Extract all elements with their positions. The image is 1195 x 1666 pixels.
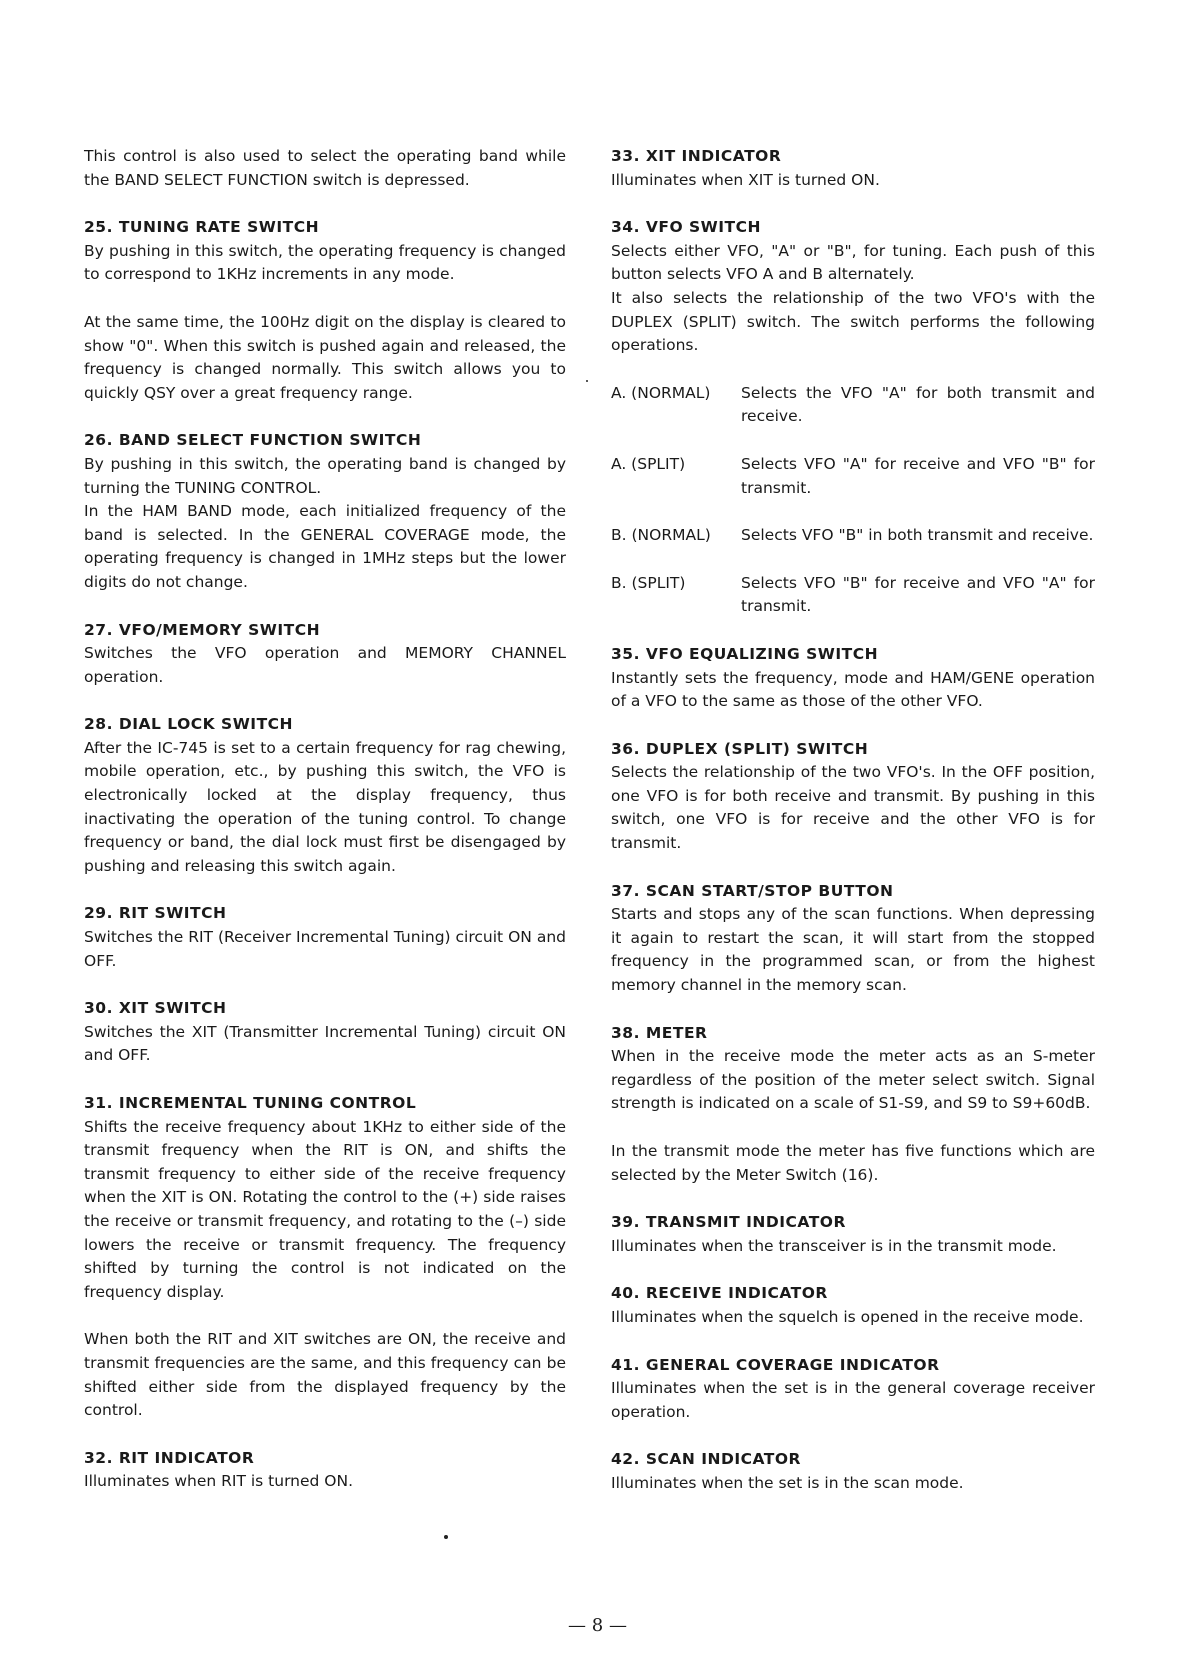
page-number: — 8 — — [568, 1615, 627, 1636]
section-34 — [611, 216, 1095, 358]
section-38 — [611, 1022, 1095, 1188]
section-33 — [611, 145, 1095, 192]
vfo-mode-row — [611, 453, 1095, 500]
section-26-text-1: By pushing in this switch, the operating band is changed by turning the TUNING CONTROL. — [84, 454, 566, 497]
scan-speck — [586, 380, 588, 382]
vfo-mode-list — [611, 382, 1095, 619]
intro-block — [84, 145, 566, 192]
scan-speck — [444, 1535, 448, 1539]
section-25 — [84, 216, 566, 405]
section-30 — [84, 997, 566, 1068]
section-35-text-1: Instantly sets the frequency, mode and HAM/GENE operation of a VFO to the same as those of the other VFO. — [611, 668, 1095, 711]
section-30-text-1: Switches the XIT (Transmitter Incremental Tuning) circuit ON and OFF. — [84, 1022, 566, 1065]
section-31-text-1: Shifts the receive frequency about 1KHz to either side of the transmit frequency when the RIT is ON, and shifts the transmit frequency to either side of the receive frequency when the XIT is ON. Rotating the control to the (+) side raises the receive or transmit frequency, and rotating to the (–) side lowers the receive or transmit frequency. The frequency shifted by turning the control is not indicated on the frequency display. — [84, 1117, 566, 1301]
section-42-title: 42. SCAN INDICATOR — [611, 1450, 801, 1469]
section-36 — [611, 738, 1095, 856]
section-39 — [611, 1211, 1095, 1258]
section-36-title: 36. DUPLEX (SPLIT) SWITCH — [611, 739, 869, 758]
section-38-text-1: When in the receive mode the meter acts as an S-meter regardless of the position of the meter select switch. Signal strength is indicated on a scale of S1-S9, and S9 to S9+60dB. — [611, 1047, 1095, 1113]
vfo-mode-label: A. (SPLIT) — [611, 454, 686, 473]
right-column — [611, 145, 1095, 1520]
section-28 — [84, 713, 566, 878]
section-27 — [84, 619, 566, 690]
vfo-mode-row — [611, 524, 1095, 548]
section-35-title: 35. VFO EQUALIZING SWITCH — [611, 644, 879, 663]
section-34-text-2: It also selects the relationship of the two VFO's with the DUPLEX (SPLIT) switch. The switch performs the following operations. — [611, 288, 1095, 355]
section-30-title: 30. XIT SWITCH — [84, 999, 227, 1018]
section-40-text-1: Illuminates when the squelch is opened in the receive mode. — [611, 1307, 1084, 1326]
section-39-text-1: Illuminates when the transceiver is in the transmit mode. — [611, 1236, 1057, 1255]
vfo-mode-row — [611, 382, 1095, 429]
section-39-title: 39. TRANSMIT INDICATOR — [611, 1213, 846, 1232]
section-40-title: 40. RECEIVE INDICATOR — [611, 1284, 828, 1303]
vfo-mode-text: Selects VFO "B" in both transmit and receive. — [741, 526, 1094, 545]
section-38-text-2: In the transmit mode the meter has five functions which are selected by the Meter Switch (16). — [611, 1142, 1095, 1184]
section-42-text-1: Illuminates when the set is in the scan mode. — [611, 1473, 964, 1492]
section-34-title: 34. VFO SWITCH — [611, 218, 761, 237]
intro-text: This control is also used to select the operating band while the BAND SELECT FUNCTION switch is depressed. — [84, 147, 566, 189]
section-37 — [611, 880, 1095, 998]
section-32-title: 32. RIT INDICATOR — [84, 1448, 255, 1467]
section-35 — [611, 643, 1095, 714]
section-31-title: 31. INCREMENTAL TUNING CONTROL — [84, 1094, 417, 1112]
section-38-title: 38. METER — [611, 1023, 708, 1042]
section-25-title: 25. TUNING RATE SWITCH — [84, 218, 320, 237]
section-28-title: 28. DIAL LOCK SWITCH — [84, 715, 293, 734]
section-26-title: 26. BAND SELECT FUNCTION SWITCH — [84, 431, 422, 450]
section-36-text-1: Selects the relationship of the two VFO's. In the OFF position, one VFO is for both receive and transmit. By pushing in this switch, one VFO is for receive and the other VFO is for transmit. — [611, 763, 1095, 853]
section-34-text-1: Selects either VFO, "A" or "B", for tuning. Each push of this button selects VFO A and B alternately. — [611, 241, 1095, 284]
section-41-title: 41. GENERAL COVERAGE INDICATOR — [611, 1355, 940, 1374]
section-31 — [84, 1092, 566, 1423]
vfo-mode-row — [611, 572, 1095, 619]
section-27-text-1: Switches the VFO operation and MEMORY CHANNEL operation. — [84, 644, 566, 686]
section-42 — [611, 1448, 1095, 1495]
section-32-text-1: Illuminates when RIT is turned ON. — [84, 1472, 354, 1491]
section-28-text-1: After the IC-745 is set to a certain frequency for rag chewing, mobile operation, etc., by pushing this switch, the VFO is electronically locked at the display frequency, thus inactivating the operation of the tuning control. To change frequency or band, the dial lock must first be disengaged by pushing and releasing this switch again. — [84, 738, 566, 875]
section-40 — [611, 1282, 1095, 1329]
section-41-text-1: Illuminates when the set is in the general coverage receiver operation. — [611, 1379, 1095, 1421]
vfo-mode-label: A. (NORMAL) — [611, 383, 711, 402]
vfo-mode-text: Selects VFO "B" for receive and VFO "A" for transmit. — [741, 573, 1095, 616]
section-25-text-1: By pushing in this switch, the operating frequency is changed to correspond to 1KHz increments in any mode. — [84, 241, 566, 284]
section-26-text-2: In the HAM BAND mode, each initialized frequency of the band is selected. In the GENERAL COVERAGE mode, the operating frequency is changed in 1MHz steps but the lower digits do not change. — [84, 502, 566, 591]
section-37-text-1: Starts and stops any of the scan functions. When depressing it again to restart the scan, it will start from the stopped frequency in the programmed scan, or from the highest memory channel in the memory scan. — [611, 905, 1095, 995]
section-33-title: 33. XIT INDICATOR — [611, 147, 782, 165]
vfo-mode-label: B. (NORMAL) — [611, 526, 711, 545]
section-29-title: 29. RIT SWITCH — [84, 904, 227, 923]
section-29 — [84, 902, 566, 973]
left-column — [84, 145, 566, 1518]
section-31-text-2: When both the RIT and XIT switches are ON, the receive and transmit frequencies are the same, and this frequency can be shifted either side from the displayed frequency by the control. — [84, 1330, 566, 1420]
vfo-mode-label: B. (SPLIT) — [611, 573, 686, 592]
vfo-mode-text: Selects VFO "A" for receive and VFO "B" for transmit. — [741, 454, 1095, 497]
section-26 — [84, 429, 566, 594]
section-29-text-1: Switches the RIT (Receiver Incremental Tuning) circuit ON and OFF. — [84, 928, 566, 970]
section-33-text-1: Illuminates when XIT is turned ON. — [611, 170, 880, 189]
section-25-text-2: At the same time, the 100Hz digit on the display is cleared to show "0". When this switch is pushed again and released, the frequency is changed normally. This switch allows you to quickly QSY over a great frequency range. — [84, 312, 566, 402]
vfo-mode-text: Selects the VFO "A" for both transmit and receive. — [741, 383, 1095, 426]
section-37-title: 37. SCAN START/STOP BUTTON — [611, 881, 894, 900]
section-41 — [611, 1354, 1095, 1425]
section-32 — [84, 1447, 566, 1494]
section-27-title: 27. VFO/MEMORY SWITCH — [84, 620, 321, 639]
